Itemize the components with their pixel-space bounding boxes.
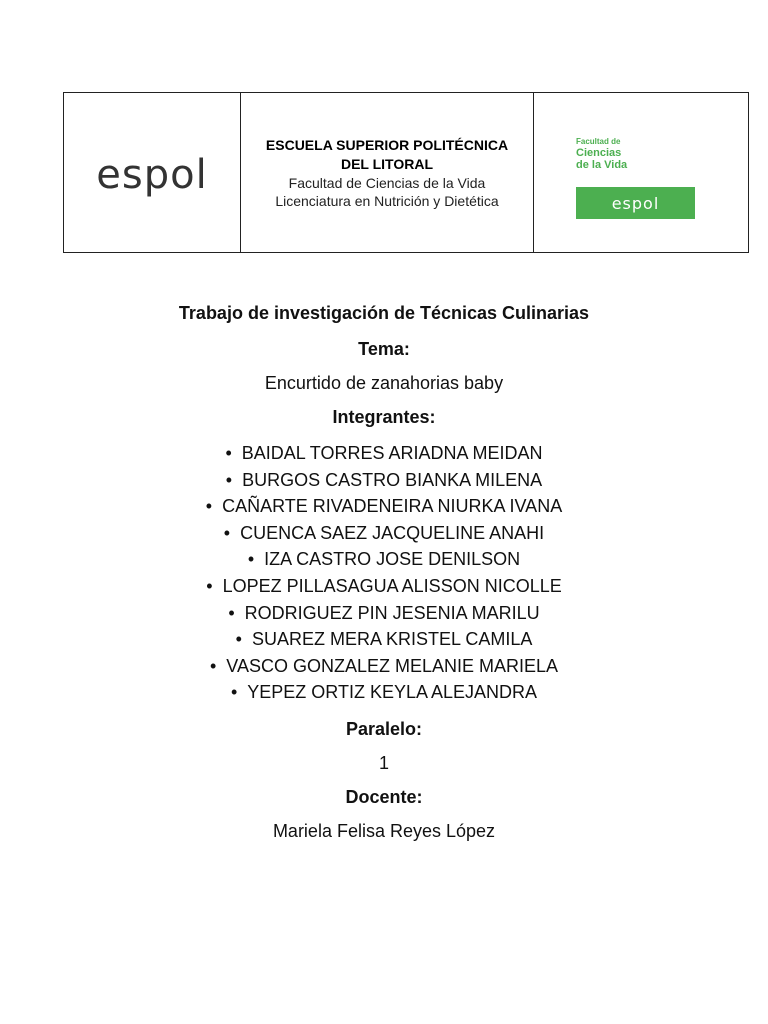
institution-line2: DEL LITORAL <box>340 155 434 172</box>
member-name: IZA CASTRO JOSE DENILSON <box>264 549 521 570</box>
header-table <box>63 92 749 253</box>
document-body <box>0 300 768 852</box>
member-name: VASCO GONZALEZ MELANIE MARIELA <box>226 655 559 676</box>
member-name: RODRIGUEZ PIN JESENIA MARILU <box>244 602 540 623</box>
faculty-logo-small: Facultad de <box>576 137 621 146</box>
member-name: BAIDAL TORRES ARIADNA MEIDAN <box>241 443 543 463</box>
faculty-logo-bar <box>576 187 695 219</box>
tema-value: Encurtido de zanahorias baby <box>264 373 504 393</box>
tema-label: Tema: <box>358 339 410 359</box>
paralelo-label: Paralelo: <box>345 718 423 739</box>
espol-logo: espol <box>96 151 208 198</box>
institution-line1: ESCUELA SUPERIOR POLITÉCNICA <box>265 136 509 153</box>
member-name: BURGOS CASTRO BIANKA MILENA <box>242 469 543 490</box>
program-name: Licenciatura en Nutrición y Dietética <box>275 192 499 209</box>
member-name: YEPEZ ORTIZ KEYLA ALEJANDRA <box>247 682 538 703</box>
member-name: LOPEZ PILLASAGUA ALISSON NICOLLE <box>222 575 562 596</box>
faculty-logo-line2: de la Vida <box>576 159 628 171</box>
list-item: • RODRIGUEZ PIN JESENIA MARILU <box>228 602 540 623</box>
faculty-logo <box>576 137 696 219</box>
member-name: SUAREZ MERA KRISTEL CAMILA <box>251 629 533 650</box>
docente-value: Mariela Felisa Reyes López <box>272 820 496 841</box>
faculty-name: Facultad de Ciencias de la Vida <box>288 174 486 191</box>
list-item: • CAÑARTE RIVADENEIRA NIURKA IVANA <box>205 496 563 517</box>
list-item: • BURGOS CASTRO BIANKA MILENA <box>225 469 543 490</box>
list-item: • YEPEZ ORTIZ KEYLA ALEJANDRA <box>230 682 538 703</box>
header-institution-cell <box>241 93 534 252</box>
header-logo-cell <box>64 93 241 252</box>
list-item: • VASCO GONZALEZ MELANIE MARIELA <box>209 655 559 676</box>
member-name: CAÑARTE RIVADENEIRA NIURKA IVANA <box>222 496 563 517</box>
list-item: • LOPEZ PILLASAGUA ALISSON NICOLLE <box>206 575 562 596</box>
member-name: CUENCA SAEZ JACQUELINE ANAHI <box>240 522 545 543</box>
list-item: • CUENCA SAEZ JACQUELINE ANAHI <box>223 522 545 543</box>
faculty-logo-line1: Ciencias <box>576 147 622 159</box>
integrantes-label: Integrantes: <box>332 407 436 427</box>
document-title: Trabajo de investigación de Técnicas Culinarias <box>178 303 590 323</box>
list-item: • BAIDAL TORRES ARIADNA MEIDAN <box>225 443 543 463</box>
integrantes-list <box>0 440 768 706</box>
paralelo-value: 1 <box>378 752 389 773</box>
faculty-logo-bar-text: espol <box>611 193 660 213</box>
header-faculty-logo-cell <box>534 93 748 252</box>
list-item: • IZA CASTRO JOSE DENILSON <box>247 549 521 570</box>
list-item: • SUAREZ MERA KRISTEL CAMILA <box>235 629 533 650</box>
docente-label: Docente: <box>345 786 423 807</box>
